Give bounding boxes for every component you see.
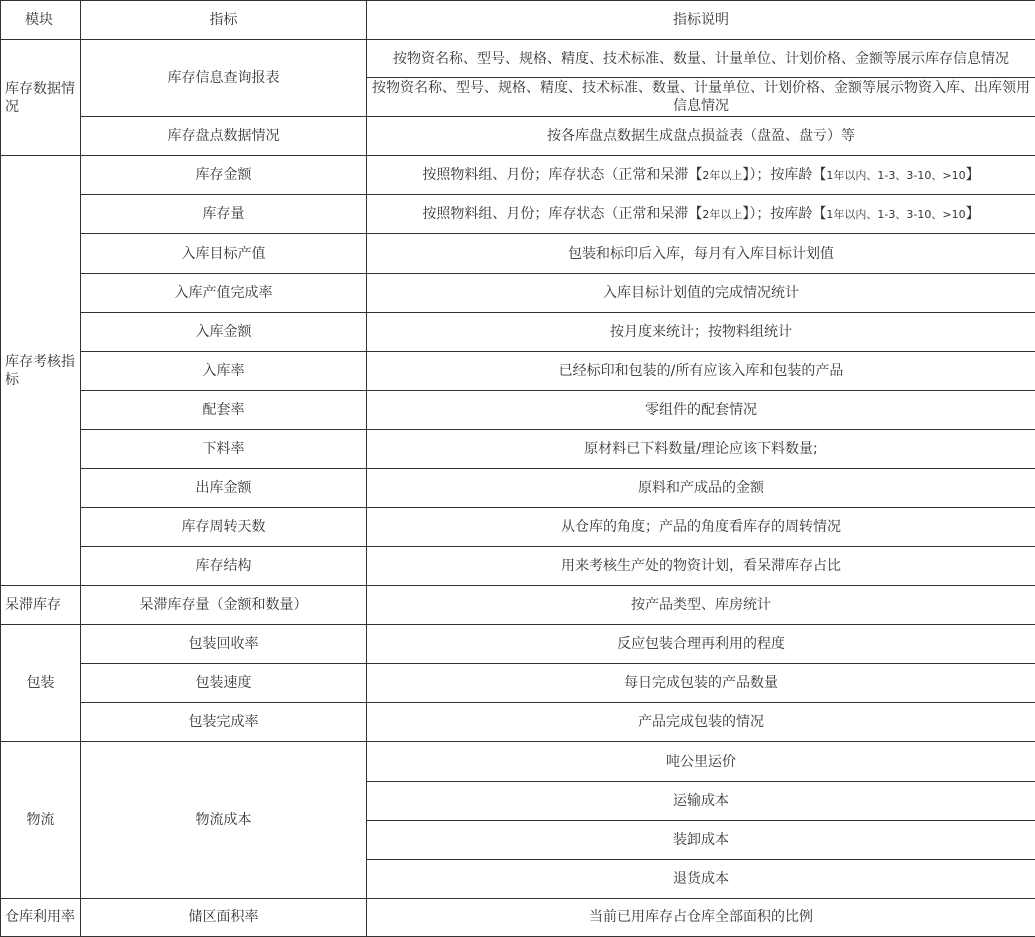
header-row xyxy=(1,1,1035,40)
description-cell: 原料和产成品的金额 xyxy=(367,468,1035,507)
table-row xyxy=(1,703,1035,742)
indicator-cell: 出库金额 xyxy=(81,468,367,507)
description-cell: 按月度来统计；按物料组统计 xyxy=(367,312,1035,351)
description-cell: 反应包装合理再利用的程度 xyxy=(367,625,1035,664)
description-small-text: 1年以内、1-3、3-10、>10 xyxy=(826,168,966,182)
description-cell: 零组件的配套情况 xyxy=(367,390,1035,429)
module-cell: 仓库利用率 xyxy=(1,898,81,936)
description-cell: 已经标印和包装的/所有应该入库和包装的产品 xyxy=(367,351,1035,390)
indicator-cell: 储区面积率 xyxy=(81,898,367,936)
table-row xyxy=(1,508,1035,547)
table-row xyxy=(1,742,1035,781)
indicator-cell: 包装完成率 xyxy=(81,703,367,742)
table-row xyxy=(1,547,1035,586)
description-cell: 每日完成包装的产品数量 xyxy=(367,664,1035,703)
description-cell: 当前已用库存占仓库全部面积的比例 xyxy=(367,898,1035,936)
table-row xyxy=(1,273,1035,312)
description-cell: 运输成本 xyxy=(367,781,1035,820)
description-text: 按照物料组、月份；库存状态（正常和呆滞【 xyxy=(422,205,703,222)
header-description: 指标说明 xyxy=(367,1,1035,40)
description-small-text: 2年以上 xyxy=(702,207,743,221)
indicator-cell: 下料率 xyxy=(81,429,367,468)
description-cell: 包装和标印后入库，每月有入库目标计划值 xyxy=(367,234,1035,273)
table-row xyxy=(1,156,1035,195)
table-row xyxy=(1,40,1035,78)
description-small-text: 2年以上 xyxy=(702,168,743,182)
description-cell: 按物资名称、型号、规格、精度、技术标准、数量、计量单位、计划价格、金额等展示库存信息情况 xyxy=(367,40,1035,78)
table-row xyxy=(1,351,1035,390)
table-row xyxy=(1,625,1035,664)
description-cell: 吨公里运价 xyxy=(367,742,1035,781)
indicator-cell: 库存量 xyxy=(81,195,367,234)
table-row xyxy=(1,117,1035,156)
indicator-cell: 配套率 xyxy=(81,390,367,429)
table-row xyxy=(1,390,1035,429)
indicator-cell: 入库产值完成率 xyxy=(81,273,367,312)
indicator-cell: 包装速度 xyxy=(81,664,367,703)
description-cell: 按各库盘点数据生成盘点损益表（盘盈、盘亏）等 xyxy=(367,117,1035,156)
module-cell: 库存数据情况 xyxy=(1,40,81,156)
header-indicator: 指标 xyxy=(81,1,367,40)
module-cell: 呆滞库存 xyxy=(1,586,81,625)
description-text: 按照物料组、月份；库存状态（正常和呆滞【 xyxy=(422,166,703,183)
description-cell xyxy=(367,195,1035,234)
description-cell: 原材料已下料数量/理论应该下料数量; xyxy=(367,429,1035,468)
description-cell: 退货成本 xyxy=(367,859,1035,898)
indicator-cell: 入库目标产值 xyxy=(81,234,367,273)
table-row xyxy=(1,195,1035,234)
header-module: 模块 xyxy=(1,1,81,40)
indicator-cell: 呆滞库存量（金额和数量） xyxy=(81,586,367,625)
table-row xyxy=(1,898,1035,936)
description-cell: 入库目标计划值的完成情况统计 xyxy=(367,273,1035,312)
indicator-cell: 库存盘点数据情况 xyxy=(81,117,367,156)
table-row xyxy=(1,664,1035,703)
table-row xyxy=(1,586,1035,625)
table-row xyxy=(1,429,1035,468)
module-cell: 包装 xyxy=(1,625,81,742)
indicator-cell: 包装回收率 xyxy=(81,625,367,664)
description-cell: 产品完成包装的情况 xyxy=(367,703,1035,742)
module-cell: 物流 xyxy=(1,742,81,898)
description-text: 】）；按库龄【 xyxy=(742,166,827,183)
indicator-cell: 库存金额 xyxy=(81,156,367,195)
indicator-cell: 物流成本 xyxy=(81,742,367,898)
description-cell xyxy=(367,156,1035,195)
indicator-cell: 库存信息查询报表 xyxy=(81,40,367,117)
table-row xyxy=(1,312,1035,351)
indicator-cell: 入库金额 xyxy=(81,312,367,351)
table-row xyxy=(1,234,1035,273)
indicator-cell: 入库率 xyxy=(81,351,367,390)
description-cell: 按物资名称、型号、规格、精度、技术标准、数量、计量单位、计划价格、金额等展示物资入库、出库领用信息情况 xyxy=(367,78,1035,117)
indicator-cell: 库存结构 xyxy=(81,547,367,586)
indicator-cell: 库存周转天数 xyxy=(81,508,367,547)
description-small-text: 1年以内、1-3、3-10、>10 xyxy=(826,207,966,221)
description-cell: 装卸成本 xyxy=(367,820,1035,859)
description-text: 】 xyxy=(965,205,980,222)
description-cell: 从仓库的角度；产品的角度看库存的周转情况 xyxy=(367,508,1035,547)
description-cell: 用来考核生产处的物资计划，看呆滞库存占比 xyxy=(367,547,1035,586)
description-text: 】 xyxy=(965,166,980,183)
module-cell: 库存考核指标 xyxy=(1,156,81,586)
description-cell: 按产品类型、库房统计 xyxy=(367,586,1035,625)
description-text: 】）；按库龄【 xyxy=(742,205,827,222)
table-row xyxy=(1,468,1035,507)
